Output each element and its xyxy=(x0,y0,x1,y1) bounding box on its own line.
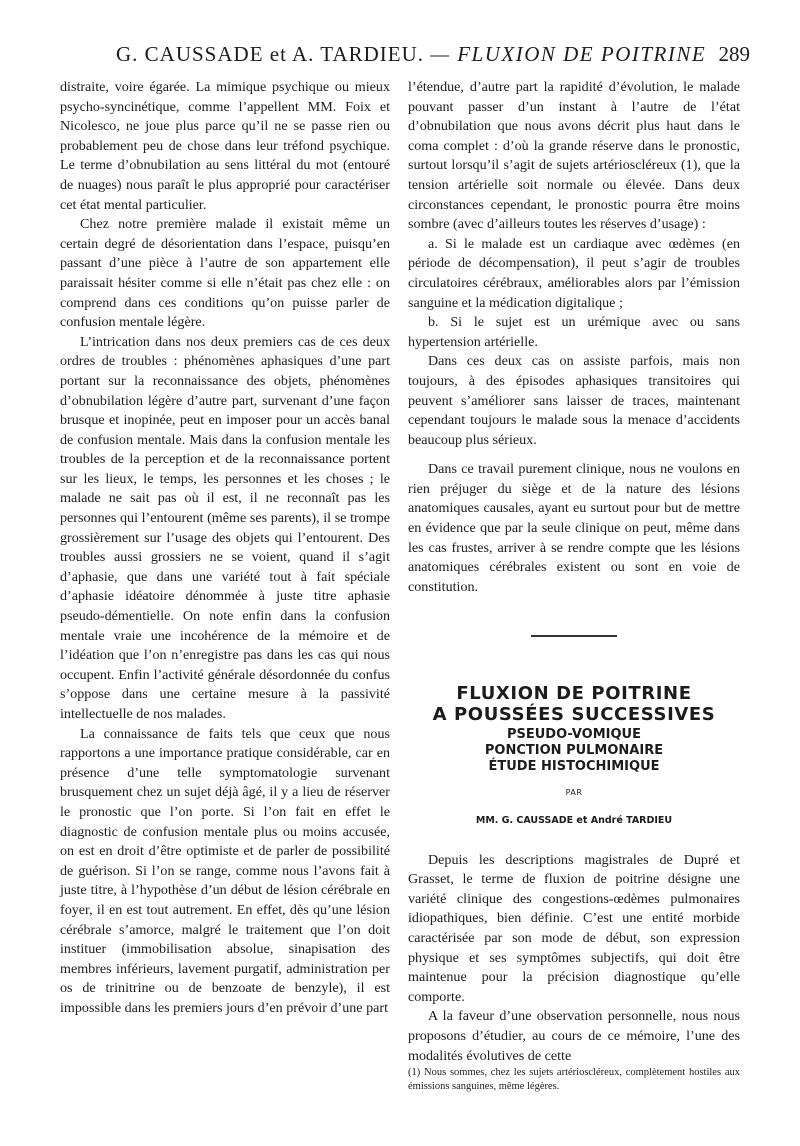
paragraph: Depuis les descriptions magistrales de Dupré et Grasset, le terme de fluxion de poitrine désigne une variété clinique des congestions-œdèmes pulmonaires idiopathiques, bien définie. C’est une entité morbide caractérisée par son mode de début, son expression physique et ses symptômes subjectifs, qui doit être maintenue pour la précision diagnostique qu’elle comporte. xyxy=(408,851,740,1005)
article-subtitle xyxy=(408,727,740,775)
byline-par: PAR xyxy=(565,788,583,798)
running-title-authors: G. CAUSSADE et A. TARDIEU. xyxy=(116,42,425,66)
article-title xyxy=(408,683,740,725)
paragraph: L’intrication dans nos deux premiers cas de ces deux ordres de troubles : phénomènes aphasiques d’une part portant sur la reconnaissance des objets, phénomènes d’obnubilation légère d’autre part, survenant d’une façon brusque et inopinée, peut en imposer pour un accès banal de confusion mentale. Mais dans la confusion mentale les troubles de la perception et de la reconnaissance portent sur les lieux, le temps, les personnes et les choses ; le malade ne sait pas où il est, il ne reconnaît pas les personnes qui l’entourent (même ses parents), il se trompe grossièrement sur l’usage des objets qui l’entourent. Des troubles aussi grossiers ne se voient, quand il s’agit d’aphasie, que dans une variété tout à fait spéciale d’aphasie idéatoire dénommée à juste titre aphasie pseudo-démentielle. On note enfin dans la confusion mentale vraie une incohérence de la mémoire et de l’idéation que l’on n’enregistre pas dans les cas qui nous occupent. Enfin l’activité générale désordonnée du confus s’oppose dans une certaine mesure à la passivité intellectuelle de nos malades. xyxy=(60,333,390,722)
footnote: (1) Nous sommes, chez les sujets artérioscléreux, complètement hostiles aux émissions sanguines, même légères. xyxy=(408,1067,740,1093)
paragraph: l’étendue, d’autre part la rapidité d’évolution, le malade pouvant passer d’un instant à l’autre de l’état d’obnubilation que nous avons décrit plus haut dans le coma complet : d’où la grande réserve dans le pronostic, surtout lorsqu’il s’agit de sujets artérioscléreux (1), que la tension artérielle soit normale ou élevée. Dans deux circonstances cependant, le pronostic pourra être moins sombre (avec d’ailleurs toutes les réserves d’usage) : xyxy=(408,79,740,233)
paragraph: A la faveur d’une observation personnelle, nous nous proposons d’étudier, au cours de ce mémoire, l’une des modalités évolutives de cette xyxy=(408,1008,740,1064)
left-column xyxy=(60,78,390,1019)
running-title-subject: — FLUXION DE POITRINE xyxy=(430,42,707,66)
paragraph: Dans ces deux cas on assiste parfois, mais non toujours, à des épisodes aphasiques transitoires qui peuvent s’améliorer sans laisser de traces, maintenant cependant toujours le malade sous la menace d’accidents beaucoup plus sérieux. xyxy=(408,353,740,448)
article-subtitle-line: PSEUDO-VOMIQUE xyxy=(506,727,641,743)
article-authors: MM. G. CAUSSADE et André TARDIEU xyxy=(475,815,673,827)
article-subtitle-line: ÉTUDE HISTOCHIMIQUE xyxy=(488,759,660,775)
section-divider xyxy=(531,635,617,637)
article-subtitle-line: PONCTION PULMONAIRE xyxy=(484,743,664,759)
article-title-line: FLUXION DE POITRINE xyxy=(456,683,692,705)
paragraph: distraite, voire égarée. La mimique psychique ou mieux psycho-syncinétique, comme l’appellent MM. Foix et Nicolesco, ne joue plus parce qu’il ne se passe rien ou probablement peu de chose dans leur tréfond psychique. Le terme d’obnubilation au sens littéral du mot (entouré de nuages) nous paraît le plus approprié pour caractériser cet état mental particulier. xyxy=(60,79,390,213)
paragraph: Chez notre première malade il existait même un certain degré de désorientation dans l’espace, puisqu’en passant d’une pièce à l’autre de son appartement elle paraissait hésiter comme si elle n’était pas chez elle : on comprend dans ces conditions qu’on puisse parler de confusion mentale légère. xyxy=(60,216,390,331)
article-title-line: A POUSSÉES SUCCESSIVES xyxy=(432,704,716,726)
page-number: 289 xyxy=(718,42,750,66)
paragraph: Dans ce travail purement clinique, nous ne voulons en rien préjuger du siège et de la nature des lésions anatomiques causales, ayant eu surtout pour but de mettre en évidence que par la seule clinique on peut, même dans les cas frustes, arriver à se rendre compte que les lésions anatomiques cérébrales existent ou sont en voie de constitution. xyxy=(408,461,740,595)
running-title xyxy=(116,42,706,67)
right-column xyxy=(408,78,740,1094)
list-item-a: a. Si le malade est un cardiaque avec œdèmes (en période de décompensation), il peut s’agir de troubles circulatoires cérébraux, améliorables alors par l’émission sanguine et la médication digitalique ; xyxy=(408,235,740,311)
running-header xyxy=(60,42,750,72)
paragraph-gap xyxy=(408,450,740,460)
paragraph: La connaissance de faits tels que ceux que nous rapportons a une importance pratique considérable, car en présence d’une telle symptomatologie survenant brusquement chez un sujet déjà âgé, il y a lieu de réserver le pronostic que l’on porte. Si l’on fait en effet le diagnostic de confusion mentale plus ou moins accusée, on est en droit d’être optimiste et de parler de possibilité de guérison. Si l’on se range, comme nous l’avons fait à juste titre, à l’hypothèse d’un début de lésion cérébrale en foyer, il en est tout autrement. En effet, dès qu’une lésion cérébrale s’amorce, malgré le traitement que l’on doit instituer (immobilisation absolue, sinapisation des membres inférieurs, lavement purgatif, administration per os de trinitrine ou de benzoate de benzyle), il est impossible dans les premiers jours d’en prévoir d’une part xyxy=(60,725,390,1016)
list-item-b: b. Si le sujet est un urémique avec ou sans hypertension artérielle. xyxy=(408,314,740,350)
